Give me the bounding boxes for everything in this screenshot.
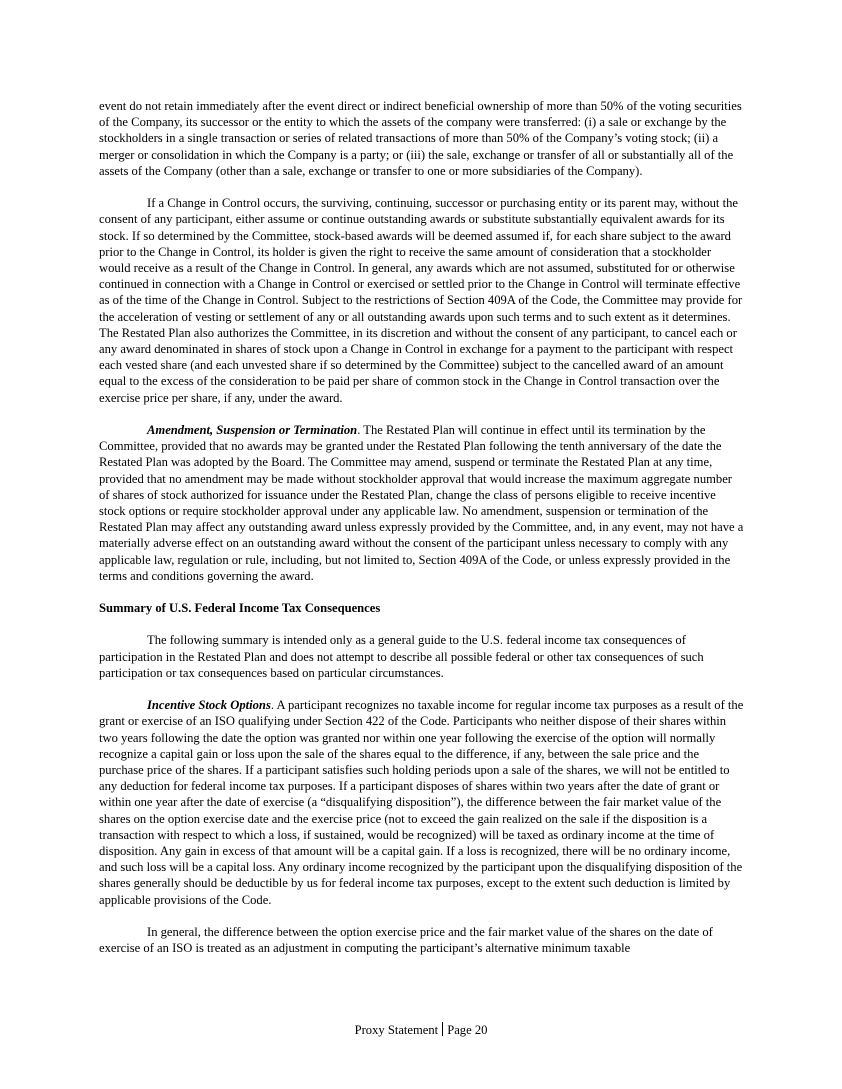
footer-doc-title: Proxy Statement (354, 1023, 439, 1037)
footer-separator (442, 1022, 443, 1036)
paragraph-iso (99, 697, 744, 908)
amendment-lead: Amendment, Suspension or Termination (147, 423, 358, 438)
amendment-text: . The Restated Plan will continue in effect until its termination by the Committee, provided that no awards may be granted under the Restated Plan following the tenth anniversary of the date the Restated Plan was adopted by the Board. The Committee may amend, suspend or terminate the Restated Plan at any time, provided that no amendment may be made without stockholder approval that would increase the maximum aggregate number of shares of stock authorized for issuance under the Restated Plan, change the class of persons eligible to receive incentive stock options or require stockholder approval under any applicable law. No amendment, suspension or termination of the Restated Plan may affect any outstanding award unless expressly provided by the Committee, and, in any event, may not have a materially adverse effect on an outstanding award without the consent of the participant unless necessary to comply with any applicable law, regulation or rule, including, but not limited to, Section 409A of the Code, or unless expressly provided in the terms and conditions governing the award. (99, 423, 744, 583)
page-footer (0, 1022, 842, 1038)
iso-lead: Incentive Stock Options (147, 698, 271, 713)
iso-text: . A participant recognizes no taxable income for regular income tax purposes as a result of the grant or exercise of an ISO qualifying under Section 422 of the Code. Participants who neither dispose of their shares within two years following the date the option was granted nor within one year following the exercise of the option will normally recognize a capital gain or loss upon the sale of the shares equal to the difference, if any, between the sale price and the purchase price of the shares. If a participant satisfies such holding periods upon a sale of the shares, we will not be entitled to any deduction for federal income tax purposes. If a participant disposes of shares within two years after the date of grant or within one year after the date of exercise (a “disqualifying disposition”), the difference between the fair market value of the shares on the option exercise date and the exercise price (not to exceed the gain realized on the sale if the disposition is a transaction with respect to which a loss, if sustained, would be recognized) will be taxed as ordinary income at the time of disposition. Any gain in excess of that amount will be a capital gain. If a loss is recognized, there will be no ordinary income, and such loss will be a capital loss. Any ordinary income recognized by the participant upon the disqualifying disposition of the shares generally should be deductible by us for federal income tax purposes, except to the extent such deduction is limited by applicable provisions of the Code. (99, 698, 744, 907)
footer-page-number: Page 20 (447, 1023, 488, 1037)
paragraph-tax-summary: The following summary is intended only as a general guide to the U.S. federal income tax consequences of participation in the Restated Plan and does not attempt to describe all possible federal or other tax consequences of such participation or tax consequences based on particular circumstances. (99, 633, 704, 680)
paragraph-amt: In general, the difference between the option exercise price and the fair market value of the shares on the date of exercise of an ISO is treated as an adjustment in computing the participant’s alternative minimum taxable (99, 925, 713, 956)
paragraph-amendment (99, 422, 744, 584)
document-body (99, 98, 744, 973)
section-heading-tax: Summary of U.S. Federal Income Tax Consequences (99, 601, 381, 616)
paragraph-change-in-control-definition: event do not retain immediately after the event direct or indirect beneficial ownership of more than 50% of the voting securities of the Company, its successor or the entity to which the assets of the company were transferred: (i) a sale or exchange by the stockholders in a single transaction or series of related transactions of more than 50% of the Company’s voting stock; (ii) a merger or consolidation in which the Company is a party; or (iii) the sale, exchange or transfer of all or substantially all of the assets of the Company (other than a sale, exchange or transfer to one or more subsidiaries of the Company). (99, 99, 742, 178)
paragraph-change-in-control-effect: If a Change in Control occurs, the surviving, continuing, successor or purchasing entity or its parent may, without the consent of any participant, either assume or continue outstanding awards or substitute substantially equivalent awards for its stock. If so determined by the Committee, stock-based awards will be deemed assumed if, for each share subject to the award prior to the Change in Control, its holder is given the right to receive the same amount of consideration that a stockholder would receive as a result of the Change in Control. In general, any awards which are not assumed, substituted for or otherwise continued in connection with a Change in Control or exercised or settled prior to the Change in Control will terminate effective as of the time of the Change in Control. Subject to the restrictions of Section 409A of the Code, the Committee may provide for the acceleration of vesting or settlement of any or all outstanding awards upon such terms and to such extent as it determines. The Restated Plan also authorizes the Committee, in its discretion and without the consent of any participant, to cancel each or any award denominated in shares of stock upon a Change in Control in exchange for a payment to the participant with respect each vested share (and each unvested share if so determined by the Committee) subject to the cancelled award of an amount equal to the excess of the consideration to be paid per share of common stock in the Change in Control transaction over the exercise price per share, if any, under the award. (99, 196, 743, 405)
